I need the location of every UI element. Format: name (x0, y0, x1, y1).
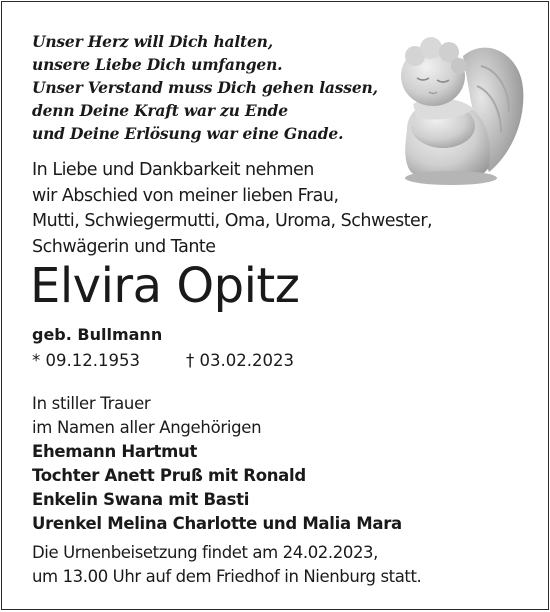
poem-line: unsere Liebe Dich umfangen. (32, 55, 283, 74)
poem-line: Unser Herz will Dich halten, (32, 32, 273, 51)
mourner-line: Tochter Anett Pruß mit Ronald (32, 466, 306, 485)
mourner-line: im Namen aller Angehörigen (32, 418, 262, 437)
birth-date: * 09.12.1953 (32, 351, 140, 370)
obituary-notice (1, 1, 549, 610)
funeral-line: Die Urnenbeisetzung findet am 24.02.2023, (32, 543, 378, 562)
intro-line: Schwägerin und Tante (32, 236, 216, 257)
poem (32, 30, 378, 145)
mourner-line: Enkelin Swana mit Basti (32, 490, 250, 509)
intro-line: Mutti, Schwiegermutti, Oma, Uroma, Schwester, (32, 211, 433, 231)
poem-line: und Deine Erlösung war eine Gnade. (32, 124, 344, 143)
funeral-info (32, 541, 512, 588)
funeral-line: um 13.00 Uhr auf dem Friedhof in Nienburg statt. (32, 566, 422, 586)
poem-line: denn Deine Kraft war zu Ende (32, 101, 288, 120)
mourner-line: In stiller Trauer (32, 394, 151, 413)
deceased-name: Elvira Opitz (30, 258, 300, 314)
intro-text (32, 158, 502, 260)
mourner-line: Urenkel Melina Charlotte und Malia Mara (32, 514, 402, 533)
poem-line: Unser Verstand muss Dich gehen lassen, (32, 78, 378, 97)
mourner-line: Ehemann Hartmut (32, 442, 198, 461)
death-date: † 03.02.2023 (186, 351, 294, 370)
mourners-list (32, 392, 502, 536)
intro-line: In Liebe und Dankbarkeit nehmen (32, 160, 314, 180)
birth-name: geb. Bullmann (32, 325, 163, 344)
intro-line: wir Abschied von meiner lieben Frau, (32, 185, 339, 206)
